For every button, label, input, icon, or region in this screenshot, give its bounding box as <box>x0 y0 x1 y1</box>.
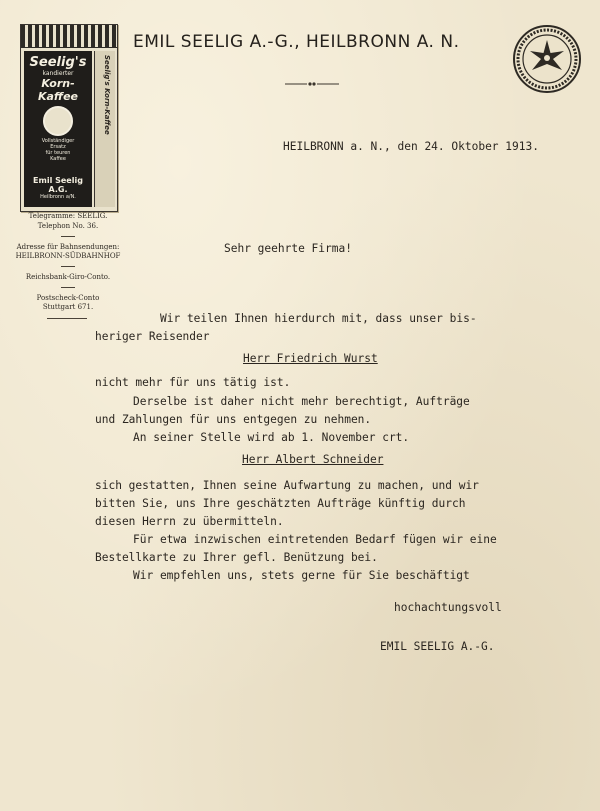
body-line: Derselbe ist daher nicht mehr berechtigt, Aufträge <box>133 395 470 408</box>
bank-line: Reichsbank-Giro-Conto. <box>25 273 111 281</box>
postcheck-label: Postscheck-Conto <box>36 294 100 302</box>
divider <box>47 318 87 319</box>
product-box-illustration <box>20 24 118 212</box>
body-line: Für etwa inzwischen eintretenden Bedarf fügen wir eine <box>133 533 497 546</box>
box-subtitle: kandierter <box>42 70 74 77</box>
telephone-line: Telephon No. 36. <box>37 222 99 230</box>
divider <box>61 236 75 237</box>
name-new-rep: Herr Albert Schneider <box>242 453 384 466</box>
portrait-icon <box>43 106 73 136</box>
body-line: und Zahlungen für uns entgegen zu nehmen. <box>95 413 372 426</box>
box-front-panel <box>24 51 92 207</box>
box-maker: Emil Seelig A.G. <box>33 176 83 194</box>
box-maker-city: Heilbronn a/N. <box>40 194 76 200</box>
rail-address-label: Adresse für Bahnsendungen: <box>16 243 120 251</box>
divider <box>61 266 75 267</box>
box-side-text: Seelig's Korn-Kaffee <box>103 55 111 135</box>
box-tagline-4: Kaffee <box>50 156 66 162</box>
company-name: EMIL SEELIG A.-G., HEILBRONN A. N. <box>133 32 460 52</box>
body-line: heriger Reisender <box>95 330 210 343</box>
name-former-rep: Herr Friedrich Wurst <box>243 352 378 365</box>
box-tagline-1: Vollständiger <box>41 138 75 144</box>
body-line: sich gestatten, Ihnen seine Aufwartung zu machen, und wir <box>95 479 479 492</box>
body-line: nicht mehr für uns tätig ist. <box>95 376 291 389</box>
closing: hochachtungsvoll <box>394 601 502 614</box>
company-seal-icon <box>512 24 582 94</box>
box-tagline-2: Ersatz <box>50 144 66 150</box>
box-brand: Seelig's <box>29 55 87 70</box>
rail-address: HEILBRONN-SÜDBAHNHOF <box>15 252 121 260</box>
box-lid <box>21 25 117 48</box>
telegram-line: Telegramme: SEELIG. <box>28 212 108 220</box>
postcheck-number: Stuttgart 671. <box>42 303 94 311</box>
salutation: Sehr geehrte Firma! <box>224 242 352 255</box>
ornament-icon <box>285 80 339 88</box>
box-tagline-3: für teuren <box>45 150 71 156</box>
body-line: An seiner Stelle wird ab 1. November crt. <box>133 431 410 444</box>
body-line: Wir teilen Ihnen hierdurch mit, dass unser bis- <box>160 312 477 325</box>
signature: EMIL SEELIG A.-G. <box>380 640 495 653</box>
divider <box>61 287 75 288</box>
box-product: Korn-Kaffee <box>37 77 79 103</box>
body-line: bitten Sie, uns Ihre geschätzten Aufträge künftig durch <box>95 497 466 510</box>
dateline: HEILBRONN a. N., den 24. Oktober 1913. <box>283 140 539 153</box>
body-line: Wir empfehlen uns, stets gerne für Sie beschäftigt <box>133 569 470 582</box>
body-line: diesen Herrn zu übermitteln. <box>95 515 284 528</box>
body-line: Bestellkarte zu Ihrer gefl. Benützung bei. <box>95 551 378 564</box>
box-side-panel <box>94 51 115 207</box>
